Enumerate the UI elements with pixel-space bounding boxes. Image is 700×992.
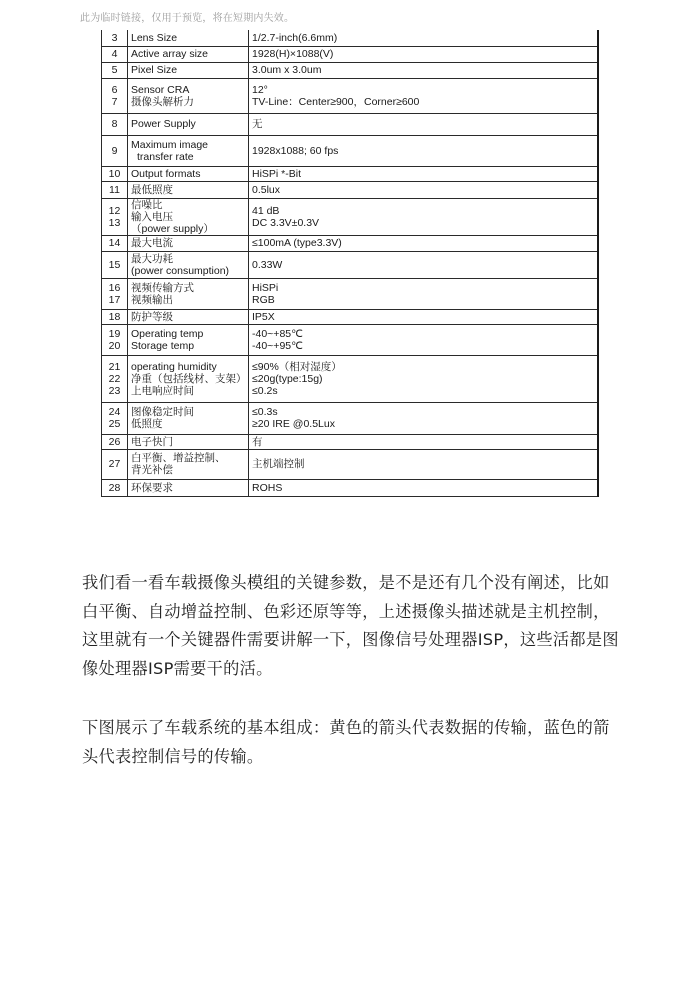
- spec-parameter: [128, 402, 249, 434]
- spec-value: [249, 62, 598, 78]
- spec-row: [102, 235, 598, 251]
- article-paragraph-isp: 我们看一看车载摄像头模组的关键参数，是不是还有几个没有阐述，比如白平衡、自动增益控制、色彩还原等等，上述摄像头描述就是主机控制，这里就有一个关键器件需要讲解一下，图像信号处理器ISP，这些活都是图像处理器ISP需要干的活。: [82, 573, 619, 678]
- spec-table-image: [101, 30, 597, 538]
- spec-row: [102, 30, 598, 46]
- spec-value: [249, 449, 598, 479]
- spec-cell-line: 背光补偿: [131, 464, 173, 476]
- spec-value: [249, 46, 598, 62]
- spec-cell-line: 8: [111, 118, 118, 130]
- spec-cell-line: 16: [108, 281, 121, 294]
- spec-cell-line: TV-Line：Center≥900，Corner≥600: [252, 95, 420, 108]
- spec-cell-line: 1928x1088; 60 fps: [252, 144, 339, 157]
- spec-row-number: [102, 251, 128, 278]
- spec-cell-line: 15: [108, 258, 121, 271]
- spec-cell-line: 低照度: [131, 418, 163, 430]
- spec-cell-line: 输入电压: [131, 210, 173, 223]
- spec-row-number: [102, 166, 128, 181]
- spec-row-number: [102, 324, 128, 355]
- spec-row: [102, 309, 598, 324]
- spec-cell-line: Pixel Size: [131, 64, 178, 76]
- spec-row: [102, 166, 598, 181]
- spec-cell-line: -40~+95℃: [252, 339, 303, 352]
- spec-row: [102, 278, 598, 309]
- spec-cell-line: 防护等级: [131, 310, 173, 323]
- spec-row-number: [102, 135, 128, 166]
- spec-cell-line: ≤0.2s: [252, 384, 278, 397]
- spec-row-number: [102, 78, 128, 113]
- spec-parameter: [128, 46, 249, 62]
- spec-row-number: [102, 181, 128, 198]
- spec-cell-line: 摄像头解析力: [131, 95, 194, 108]
- spec-row: [102, 46, 598, 62]
- spec-cell-line: 27: [108, 458, 121, 470]
- spec-value: [249, 78, 598, 113]
- spec-row-number: [102, 62, 128, 78]
- spec-parameter: [128, 278, 249, 309]
- spec-cell-line: 12: [108, 204, 121, 217]
- spec-cell-line: 24: [108, 406, 121, 418]
- spec-cell-line: DC 3.3V±0.3V: [252, 216, 320, 229]
- spec-row: [102, 402, 598, 434]
- spec-row: [102, 113, 598, 135]
- spec-value: [249, 355, 598, 402]
- spec-row: [102, 355, 598, 402]
- article-paragraph-system-diagram: 下图展示了车载系统的基本组成：黄色的箭头代表数据的传输，蓝色的箭头代表控制信号的传输。: [82, 718, 610, 766]
- spec-row-number: [102, 402, 128, 434]
- spec-cell-line: 最大电流: [131, 237, 173, 249]
- spec-value: [249, 198, 598, 235]
- spec-row: [102, 62, 598, 78]
- spec-row: [102, 434, 598, 449]
- spec-parameter: [128, 30, 249, 46]
- spec-cell-line: Sensor CRA: [131, 83, 190, 96]
- spec-cell-line: 白平衡、增益控制、: [131, 452, 226, 464]
- spec-value: [249, 324, 598, 355]
- spec-value: [249, 309, 598, 324]
- spec-cell-line: 1928(H)×1088(V): [252, 48, 334, 60]
- spec-cell-line: 信噪比: [131, 198, 163, 211]
- spec-cell-line: 上电响应时间: [131, 384, 194, 397]
- spec-cell-line: 6: [111, 83, 118, 96]
- spec-cell-line: HiSPi: [252, 281, 279, 294]
- spec-cell-line: 0.33W: [252, 258, 283, 271]
- spec-value: [249, 135, 598, 166]
- spec-parameter: [128, 251, 249, 278]
- spec-cell-line: 28: [108, 481, 121, 494]
- spec-cell-line: 25: [108, 418, 121, 430]
- spec-cell-line: 有: [252, 435, 263, 448]
- spec-row-number: [102, 46, 128, 62]
- spec-parameter: [128, 78, 249, 113]
- spec-cell-line: 41 dB: [252, 204, 280, 217]
- spec-cell-line: 26: [108, 435, 121, 448]
- spec-cell-line: 视频输出: [131, 293, 173, 306]
- spec-row-number: [102, 235, 128, 251]
- spec-cell-line: 14: [108, 237, 121, 249]
- spec-parameter: [128, 166, 249, 181]
- spec-cell-line: ROHS: [252, 481, 283, 494]
- spec-cell-line: 0.5lux: [252, 183, 281, 196]
- spec-value: [249, 235, 598, 251]
- spec-cell-line: Lens Size: [131, 31, 178, 44]
- spec-value: [249, 402, 598, 434]
- spec-cell-line: 20: [108, 339, 121, 352]
- spec-cell-line: HiSPi *-Bit: [252, 167, 302, 180]
- spec-row-number: [102, 113, 128, 135]
- spec-cell-line: 7: [111, 95, 118, 108]
- spec-parameter: [128, 449, 249, 479]
- spec-parameter: [128, 235, 249, 251]
- spec-cell-line: transfer rate: [137, 150, 194, 163]
- spec-cell-line: 1/2.7-inch(6.6mm): [252, 31, 338, 44]
- spec-cell-line: 13: [108, 216, 121, 229]
- spec-cell-line: -40~+85℃: [252, 327, 303, 340]
- spec-cell-line: 净重（包括线材、支架）: [131, 372, 247, 385]
- spec-cell-line: 视频传输方式: [131, 281, 194, 294]
- spec-value: [249, 30, 598, 46]
- spec-row-number: [102, 198, 128, 235]
- spec-cell-line: Active array size: [131, 48, 209, 60]
- spec-cell-line: ≤100mA (type3.3V): [252, 237, 342, 249]
- spec-row-number: [102, 355, 128, 402]
- spec-table: [101, 30, 599, 497]
- spec-cell-line: 无: [252, 118, 263, 130]
- spec-cell-line: ≤90%（相对湿度）: [252, 360, 342, 373]
- spec-cell-line: 电子快门: [131, 435, 173, 448]
- spec-parameter: [128, 479, 249, 496]
- spec-cell-line: 18: [108, 310, 121, 323]
- spec-value: [249, 479, 598, 496]
- spec-row-number: [102, 479, 128, 496]
- spec-row-number: [102, 309, 128, 324]
- spec-cell-line: 21: [108, 360, 121, 373]
- spec-cell-line: Maximum image: [131, 138, 209, 151]
- spec-cell-line: ≥20 IRE @0.5Lux: [252, 418, 335, 430]
- spec-cell-line: 23: [108, 384, 121, 397]
- temporary-link-notice: 此为临时链接，仅用于预览，将在短期内失效。: [80, 13, 295, 24]
- spec-cell-line: ≤0.3s: [252, 406, 278, 418]
- spec-cell-line: 5: [111, 64, 118, 76]
- spec-cell-line: Power Supply: [131, 118, 196, 130]
- spec-value: [249, 434, 598, 449]
- spec-cell-line: Operating temp: [131, 327, 204, 340]
- spec-row: [102, 251, 598, 278]
- spec-cell-line: 17: [108, 293, 121, 306]
- spec-cell-line: Storage temp: [131, 339, 195, 352]
- spec-row-number: [102, 30, 128, 46]
- spec-row: [102, 324, 598, 355]
- spec-cell-line: RGB: [252, 293, 275, 306]
- spec-cell-line: 环保要求: [131, 481, 173, 494]
- spec-cell-line: operating humidity: [131, 360, 217, 373]
- spec-cell-line: (power consumption): [131, 264, 230, 277]
- spec-cell-line: 图像稳定时间: [131, 406, 194, 418]
- spec-cell-line: 19: [108, 327, 121, 340]
- spec-value: [249, 278, 598, 309]
- spec-value: [249, 166, 598, 181]
- spec-value: [249, 251, 598, 278]
- spec-row-number: [102, 278, 128, 309]
- spec-parameter: [128, 198, 249, 235]
- spec-cell-line: Output formats: [131, 167, 201, 180]
- spec-row: [102, 135, 598, 166]
- spec-row: [102, 78, 598, 113]
- spec-cell-line: 3.0um x 3.0um: [252, 64, 322, 76]
- spec-cell-line: 12°: [252, 83, 268, 96]
- spec-cell-line: 主机端控制: [252, 458, 305, 470]
- spec-row-number: [102, 434, 128, 449]
- spec-cell-line: 10: [108, 167, 121, 180]
- spec-cell-line: 3: [111, 31, 118, 44]
- spec-row: [102, 198, 598, 235]
- spec-cell-line: IP5X: [252, 310, 275, 323]
- spec-cell-line: 4: [111, 48, 118, 60]
- spec-parameter: [128, 309, 249, 324]
- spec-parameter: [128, 181, 249, 198]
- spec-cell-line: 最低照度: [131, 183, 173, 196]
- spec-parameter: [128, 135, 249, 166]
- spec-value: [249, 181, 598, 198]
- spec-row: [102, 181, 598, 198]
- spec-row: [102, 479, 598, 496]
- spec-value: [249, 113, 598, 135]
- spec-parameter: [128, 62, 249, 78]
- spec-parameter: [128, 113, 249, 135]
- spec-cell-line: ≤20g(type:15g): [252, 372, 323, 385]
- spec-row: [102, 449, 598, 479]
- spec-parameter: [128, 324, 249, 355]
- spec-cell-line: 9: [111, 144, 118, 157]
- spec-cell-line: （power supply）: [131, 222, 214, 235]
- spec-cell-line: 22: [108, 372, 121, 385]
- spec-parameter: [128, 355, 249, 402]
- spec-row-number: [102, 449, 128, 479]
- spec-cell-line: 11: [109, 183, 120, 196]
- spec-parameter: [128, 434, 249, 449]
- spec-cell-line: 最大功耗: [131, 252, 173, 265]
